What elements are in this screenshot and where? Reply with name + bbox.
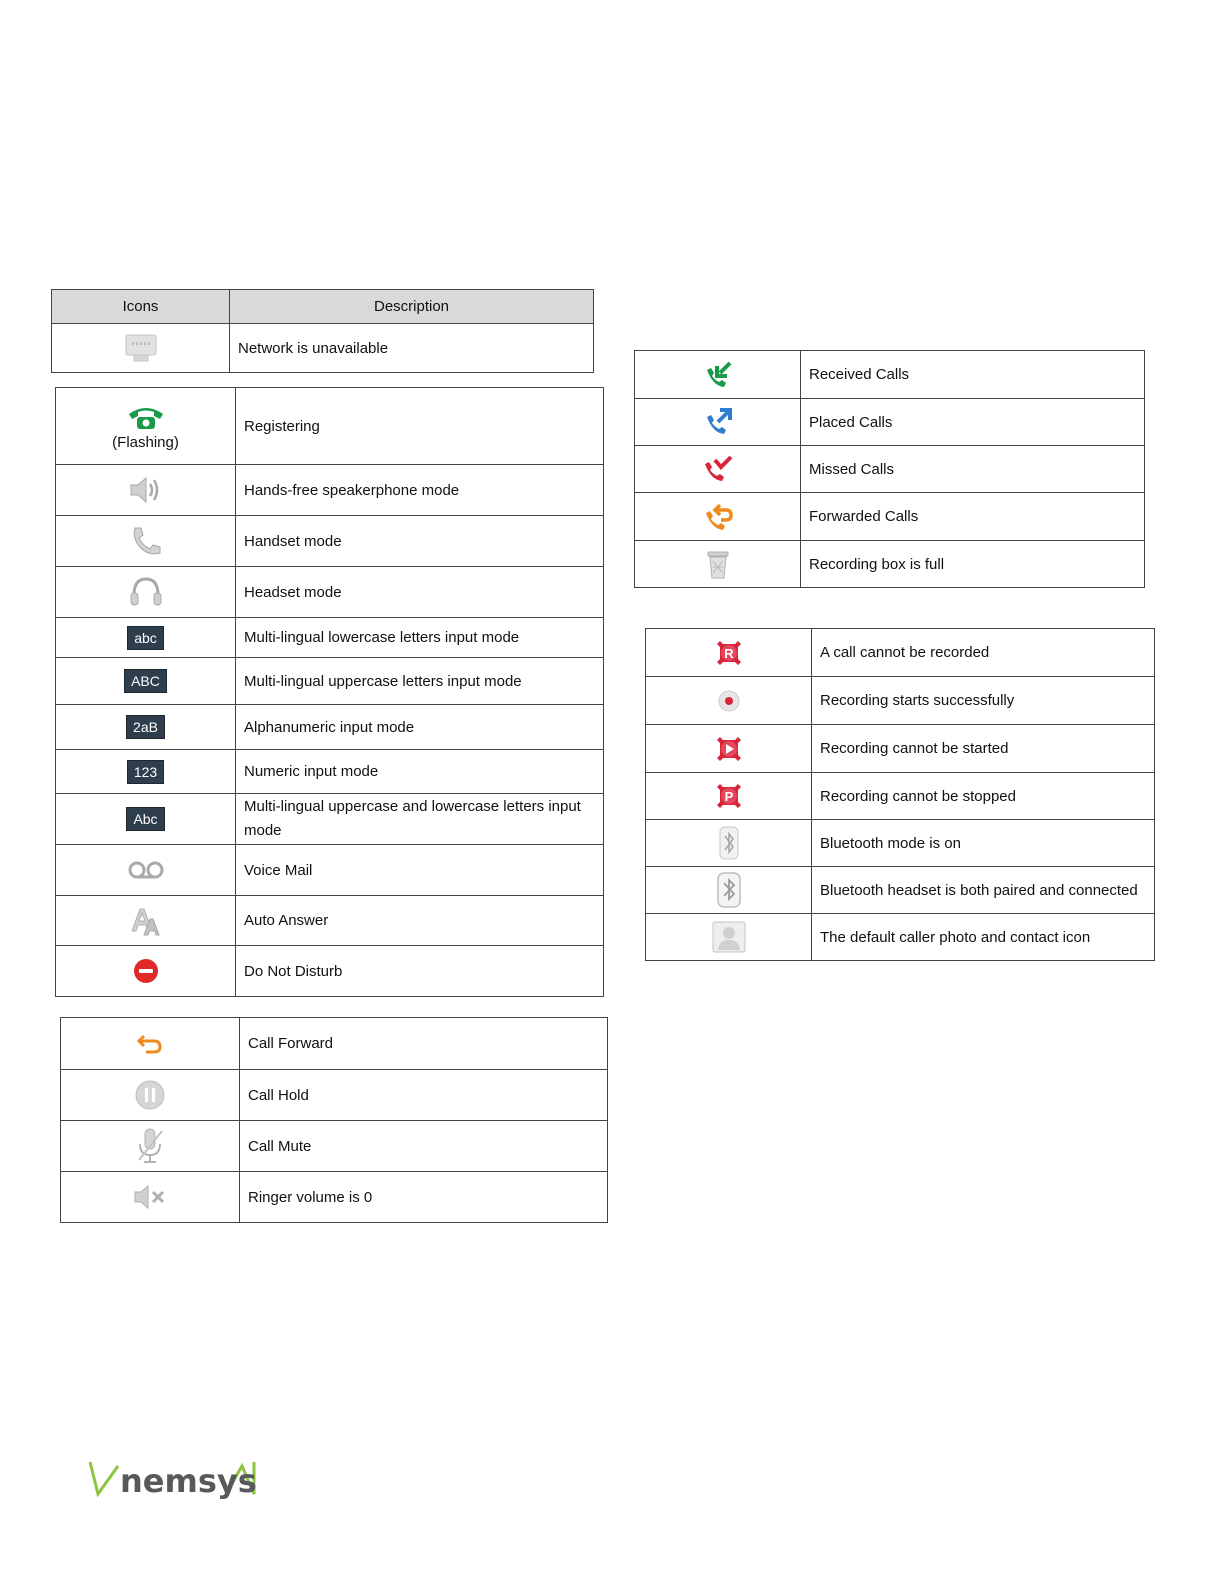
table-row xyxy=(635,446,1145,493)
table-row-description: Call Hold xyxy=(240,1070,608,1121)
table-row-description: Registering xyxy=(236,388,604,465)
record-dot-icon xyxy=(716,688,742,714)
icon-cell xyxy=(61,1018,240,1070)
table-row-description: Placed Calls xyxy=(801,399,1145,446)
call-hold-icon xyxy=(133,1078,167,1112)
table-row xyxy=(646,914,1155,961)
table-row-description: Voice Mail xyxy=(236,845,604,896)
table-row-description: Call Mute xyxy=(240,1121,608,1172)
table-row xyxy=(61,1070,608,1121)
call-log-icons-table xyxy=(634,350,1145,588)
ABC-icon: ABC xyxy=(124,669,167,693)
nemsys-logo-text: nemsys xyxy=(120,1462,257,1500)
icon-cell xyxy=(56,658,236,705)
table-row xyxy=(635,541,1145,588)
2aB-icon: 2aB xyxy=(126,715,165,739)
table-row xyxy=(61,1018,608,1070)
table-row xyxy=(646,820,1155,867)
table-row-description: Alphanumeric input mode xyxy=(236,705,604,750)
table-row-description: Recording cannot be started xyxy=(812,725,1155,773)
table-row xyxy=(646,725,1155,773)
table-row xyxy=(56,705,604,750)
abc-icon: abc xyxy=(127,626,164,650)
table-row xyxy=(635,493,1145,541)
flashing-caption: (Flashing) xyxy=(112,433,179,451)
table-row xyxy=(56,388,604,465)
icon-cell xyxy=(56,946,236,997)
voicemail-icon xyxy=(126,859,166,881)
table-row-description: Headset mode xyxy=(236,567,604,618)
Abc-icon: Abc xyxy=(126,807,164,831)
icon-cell xyxy=(56,705,236,750)
headset-icon xyxy=(128,575,164,609)
icon-cell xyxy=(56,388,236,465)
icon-cell xyxy=(635,351,801,399)
table-row-description: Multi-lingual uppercase and lowercase letters input mode xyxy=(236,794,604,845)
table-row-description: Multi-lingual lowercase letters input mode xyxy=(236,618,604,658)
icon-cell xyxy=(646,725,812,773)
table-row xyxy=(56,896,604,946)
table-row-description: Call Forward xyxy=(240,1018,608,1070)
table-row-description: Network is unavailable xyxy=(230,324,594,373)
record-start-failed-icon xyxy=(714,734,744,764)
table-row xyxy=(61,1121,608,1172)
icon-cell xyxy=(56,516,236,567)
icon-cell xyxy=(646,820,812,867)
received-calls-icon xyxy=(702,359,734,391)
call-forward-icon xyxy=(136,1032,164,1056)
123-icon: 123 xyxy=(127,760,164,784)
icon-cell xyxy=(635,493,801,541)
handset-icon xyxy=(128,525,164,557)
phone-flashing-icon xyxy=(125,402,167,432)
contact-icon xyxy=(711,920,747,954)
icons-column-header: Icons xyxy=(52,290,230,324)
status-icons-table xyxy=(55,387,604,997)
icon-cell xyxy=(646,773,812,820)
icon-cell xyxy=(56,750,236,794)
table-row xyxy=(56,946,604,997)
do-not-disturb-icon xyxy=(131,956,161,986)
table-row xyxy=(56,567,604,618)
icon-cell xyxy=(56,896,236,946)
recording-icons-table xyxy=(645,628,1155,961)
record-stop-failed-icon xyxy=(714,781,744,811)
ringer-mute-icon xyxy=(132,1182,168,1212)
record-stop-failed-letter: P xyxy=(724,789,733,804)
table-row-description: The default caller photo and contact icon xyxy=(812,914,1155,961)
table-row-description: A call cannot be recorded xyxy=(812,629,1155,677)
icon-cell xyxy=(646,677,812,725)
icon-cell xyxy=(635,446,801,493)
table-row xyxy=(646,629,1155,677)
table-row-description: Handset mode xyxy=(236,516,604,567)
icon-cell xyxy=(61,1070,240,1121)
table-row xyxy=(635,351,1145,399)
recording-box-full-icon xyxy=(703,547,733,581)
table-row-description: Hands-free speakerphone mode xyxy=(236,465,604,516)
icon-cell xyxy=(61,1121,240,1172)
table-row-description: Recording cannot be stopped xyxy=(812,773,1155,820)
table-row xyxy=(56,845,604,896)
speaker-icon xyxy=(127,474,165,506)
table-row-description: Missed Calls xyxy=(801,446,1145,493)
auto-answer-icon xyxy=(128,905,164,937)
table-row xyxy=(646,867,1155,914)
table-row xyxy=(56,618,604,658)
table-row-description: Do Not Disturb xyxy=(236,946,604,997)
description-column-header: Description xyxy=(230,290,594,324)
table-row xyxy=(56,750,604,794)
placed-calls-icon xyxy=(702,406,734,438)
icons-table-header xyxy=(51,289,594,373)
icon-cell xyxy=(56,618,236,658)
table-row-description: Received Calls xyxy=(801,351,1145,399)
table-row xyxy=(646,677,1155,725)
table-row-description: Bluetooth mode is on xyxy=(812,820,1155,867)
icon-cell xyxy=(52,324,230,373)
table-row-description: Recording box is full xyxy=(801,541,1145,588)
table-row xyxy=(56,794,604,845)
icon-cell xyxy=(56,794,236,845)
table-row xyxy=(56,465,604,516)
missed-calls-icon xyxy=(701,454,735,484)
table-row xyxy=(646,773,1155,820)
table-row-description: Ringer volume is 0 xyxy=(240,1172,608,1223)
icon-cell xyxy=(61,1172,240,1223)
icon-cell xyxy=(56,567,236,618)
network-unavailable-icon xyxy=(123,332,159,364)
forwarded-calls-icon xyxy=(702,501,734,533)
icon-cell xyxy=(635,541,801,588)
record-failed-icon xyxy=(714,638,744,668)
call-mute-icon xyxy=(133,1126,167,1166)
table-row xyxy=(56,658,604,705)
table-row-description: Bluetooth headset is both paired and connected xyxy=(812,867,1155,914)
icon-cell xyxy=(56,845,236,896)
call-icons-table xyxy=(60,1017,608,1223)
table-row-description: Numeric input mode xyxy=(236,750,604,794)
bluetooth-icon xyxy=(717,825,741,861)
icon-cell xyxy=(646,914,812,961)
table-row xyxy=(61,1172,608,1223)
bluetooth-connected-icon xyxy=(715,871,743,909)
icon-cell xyxy=(635,399,801,446)
icon-cell xyxy=(646,629,812,677)
table-row xyxy=(56,516,604,567)
icon-cell xyxy=(646,867,812,914)
record-failed-letter: R xyxy=(723,645,734,661)
table-row-description: Multi-lingual uppercase letters input mode xyxy=(236,658,604,705)
table-row-description: Forwarded Calls xyxy=(801,493,1145,541)
table-row-description: Auto Answer xyxy=(236,896,604,946)
icon-cell xyxy=(56,465,236,516)
table-row xyxy=(635,399,1145,446)
table-row-description: Recording starts successfully xyxy=(812,677,1155,725)
